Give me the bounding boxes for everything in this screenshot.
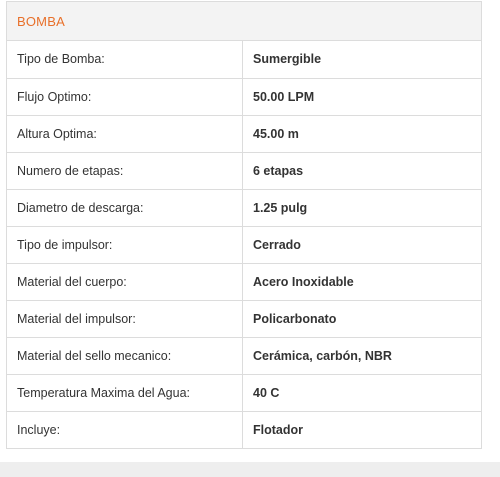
row-value: 45.00 m	[243, 115, 482, 152]
row-value: Sumergible	[243, 41, 482, 78]
row-value: 50.00 LPM	[243, 78, 482, 115]
row-label: Material del impulsor:	[7, 300, 243, 337]
row-label: Numero de etapas:	[7, 152, 243, 189]
row-value: 6 etapas	[243, 152, 482, 189]
row-label: Temperatura Maxima del Agua:	[7, 374, 243, 411]
row-value: Acero Inoxidable	[243, 263, 482, 300]
row-value: Flotador	[243, 411, 482, 448]
table-row	[7, 226, 482, 263]
table-row	[7, 41, 482, 78]
row-label: Flujo Optimo:	[7, 78, 243, 115]
table-row	[7, 189, 482, 226]
row-label: Incluye:	[7, 411, 243, 448]
table-row	[7, 78, 482, 115]
table-row	[7, 300, 482, 337]
row-label: Material del sello mecanico:	[7, 337, 243, 374]
table-row	[7, 115, 482, 152]
row-value: Policarbonato	[243, 300, 482, 337]
table-row	[7, 337, 482, 374]
table-row	[7, 152, 482, 189]
row-value: Cerámica, carbón, NBR	[243, 337, 482, 374]
row-label: Tipo de impulsor:	[7, 226, 243, 263]
row-label: Tipo de Bomba:	[7, 41, 243, 78]
table-row	[7, 374, 482, 411]
table-row	[7, 411, 482, 448]
row-value: Cerrado	[243, 226, 482, 263]
row-label: Altura Optima:	[7, 115, 243, 152]
section-header	[6, 1, 482, 41]
row-value: 40 C	[243, 374, 482, 411]
specs-panel	[6, 1, 482, 449]
table-row	[7, 263, 482, 300]
row-label: Material del cuerpo:	[7, 263, 243, 300]
specs-table	[6, 41, 482, 449]
row-value: 1.25 pulg	[243, 189, 482, 226]
row-label: Diametro de descarga:	[7, 189, 243, 226]
footer-bar	[0, 462, 500, 477]
section-title: BOMBA	[17, 13, 65, 29]
